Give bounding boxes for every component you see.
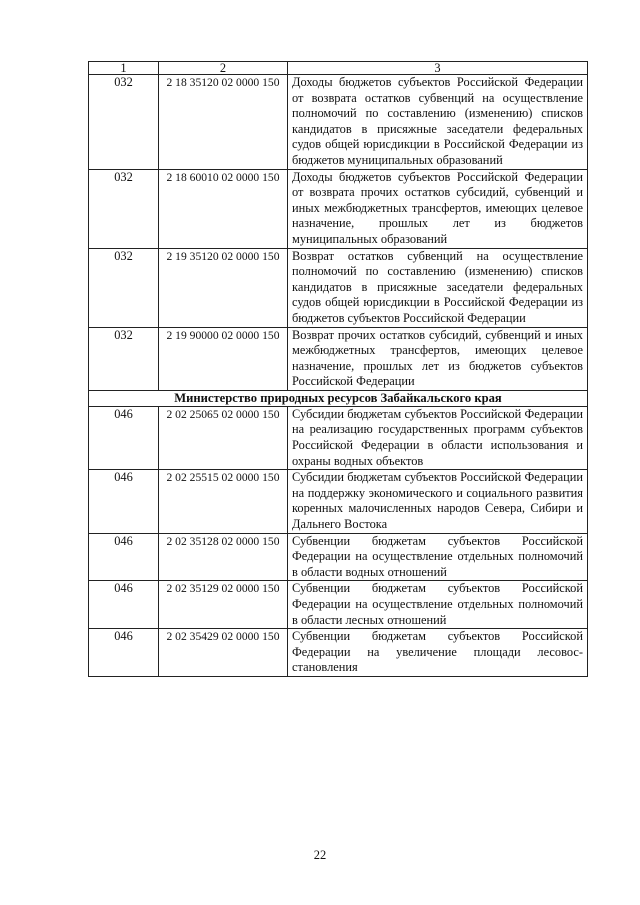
revenue-description-cell: Субсидии бюджетам субъектов Российской Федерации на поддержку экономического и социального развития коренных малочисленных народов Севера, Сибири и Дальнего Востока: [288, 470, 588, 533]
admin-code-cell: 046: [89, 581, 159, 629]
revenue-description-cell: Доходы бюджетов субъектов Российской Федерации от возврата прочих остатков субсидий, субвенций и иных межбюджетных трансфертов, имеющих целевое назначение, прошлых лет из бюджетов муниципальных образований: [288, 169, 588, 248]
table-row: [89, 406, 588, 469]
revenue-description-cell: Субвенции бюджетам субъектов Российской Федерации на увеличение площади лесовосстановления: [288, 629, 588, 677]
revenue-description-cell: Возврат остатков субвенций на осуществление полномочий по составлению (изменению) списков кандидатов в присяжные заседатели федеральных судов общей юрисдикции в Российской Федерации из бюджетов субъектов Российской Федерации: [288, 248, 588, 327]
budget-classification-code-cell: 2 02 25515 02 0000 150: [159, 470, 288, 533]
revenue-description-cell: Доходы бюджетов субъектов Российской Федерации от возврата остатков субвенций на осуществление полномочий по составлению (изменению) списков кандидатов в присяжные заседатели федеральных судов общей юрисдикции в Российской Федерации из бюджетов муниципальных образований: [288, 75, 588, 170]
admin-code-cell: 046: [89, 629, 159, 677]
table-row: [89, 248, 588, 327]
page-number: 22: [313, 848, 327, 862]
table-row: [89, 169, 588, 248]
table-row: [89, 470, 588, 533]
table-row: [89, 327, 588, 390]
table-row: [89, 581, 588, 629]
admin-code-cell: 046: [89, 406, 159, 469]
admin-code-cell: 032: [89, 169, 159, 248]
admin-code-cell: 032: [89, 327, 159, 390]
budget-classification-code-cell: 2 02 25065 02 0000 150: [159, 406, 288, 469]
budget-classification-code-cell: 2 02 35129 02 0000 150: [159, 581, 288, 629]
table-row: [89, 533, 588, 581]
admin-code-cell: 046: [89, 470, 159, 533]
budget-classification-code-cell: 2 18 60010 02 0000 150: [159, 169, 288, 248]
table-row: [89, 75, 588, 170]
budget-classification-code-cell: 2 02 35128 02 0000 150: [159, 533, 288, 581]
table-row: [89, 629, 588, 677]
table-header-row: [89, 62, 588, 75]
budget-classification-code-cell: 2 19 90000 02 0000 150: [159, 327, 288, 390]
budget-codes-table: [88, 61, 588, 677]
budget-classification-code-cell: 2 02 35429 02 0000 150: [159, 629, 288, 677]
revenue-description-cell: Субвенции бюджетам субъектов Российской Федерации на осуществление отдельных полномочий в области лесных отношений: [288, 581, 588, 629]
section-title: Министерство природных ресурсов Забайкальского края: [89, 390, 588, 406]
column-header-3: 3: [288, 62, 588, 75]
section-heading-row: [89, 390, 588, 406]
admin-code-cell: 046: [89, 533, 159, 581]
revenue-description-cell: Субсидии бюджетам субъектов Российской Федерации на реализацию государственных программ субъектов Российской Федерации в области использования и охраны водных объектов: [288, 406, 588, 469]
revenue-description-cell: Субвенции бюджетам субъектов Российской Федерации на осуществление отдельных полномочий в области водных отношений: [288, 533, 588, 581]
budget-classification-code-cell: 2 18 35120 02 0000 150: [159, 75, 288, 170]
budget-classification-code-cell: 2 19 35120 02 0000 150: [159, 248, 288, 327]
admin-code-cell: 032: [89, 75, 159, 170]
column-header-1: 1: [89, 62, 159, 75]
revenue-description-cell: Возврат прочих остатков субсидий, субвенций и иных межбюджетных трансфертов, имеющих целевое назначение, прошлых лет из бюджетов субъектов Российской Федерации: [288, 327, 588, 390]
column-header-2: 2: [159, 62, 288, 75]
admin-code-cell: 032: [89, 248, 159, 327]
